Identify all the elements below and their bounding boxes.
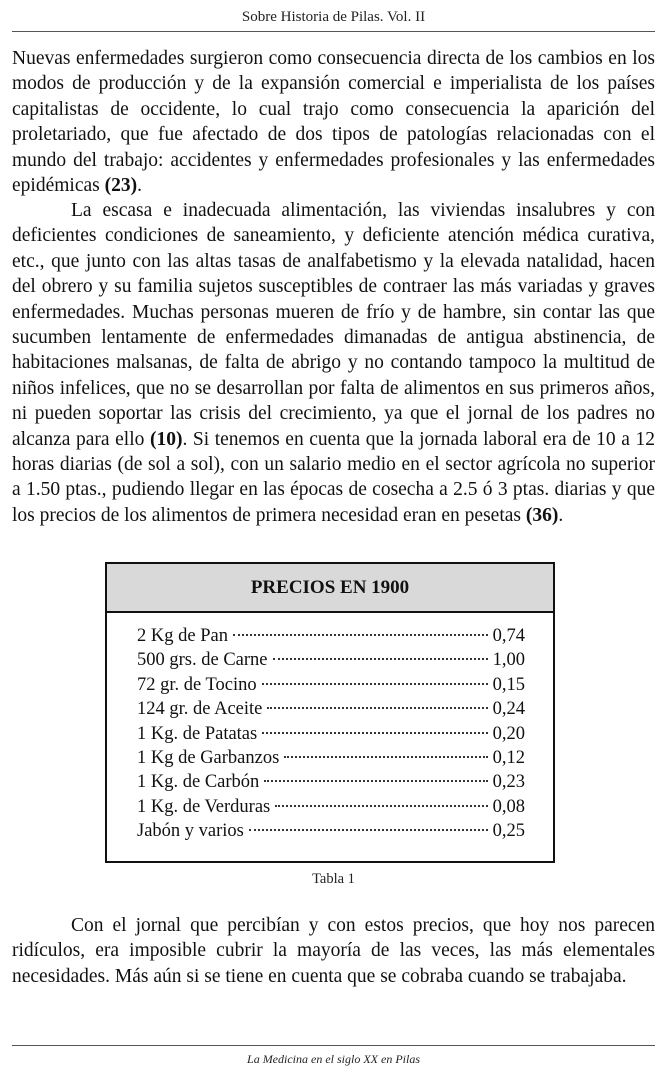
price-table [105,562,555,863]
running-footer: La Medicina en el siglo XX en Pilas [247,1052,420,1066]
dot-leader [262,683,488,685]
price-item-name: 72 gr. de Tocino [137,674,257,695]
reference-36: (36) [525,504,559,526]
price-row [137,772,525,796]
price-item-value: 0,25 [492,821,525,842]
paragraph-1-end: . [137,175,142,197]
price-row [137,675,525,699]
price-item-value: 0,23 [492,772,525,793]
price-item-name: 1 Kg de Garbanzos [137,747,280,768]
paragraph-2-end: . [558,504,564,526]
paragraph-2-text-b: . Si tenemos en cuenta que la jornada laboral era de 10 a 12 horas diarias (de sol a sol), con un salario medio en el sector agrícola no superior a 1.50 ptas., pudiendo llegar en las épocas de cosecha a 2.5 ó 3 ptas. diarias y que los precios de los alimentos de primera necesidad eran en pesetas [12,428,655,526]
dot-leader [233,634,488,636]
price-item-name: Jabón y varios [137,821,244,842]
price-item-value: 0,74 [492,626,525,646]
price-item-name: 1 Kg. de Carbón [137,772,260,793]
price-row [137,650,525,674]
price-item-value: 1,00 [492,650,525,671]
price-item-name: 124 gr. de Aceite [137,699,263,720]
price-item-value: 0,24 [492,699,525,720]
paragraph-3-text: Con el jornal que percibían y con estos precios, que hoy nos parecen ridículos, era imposible cubrir la mayoría de las veces, las más elementales necesidades. Más aún si se tiene en cuenta que se cobraba cuando se trabajaba. [12,915,655,987]
price-item-name: 1 Kg. de Verduras [137,796,271,817]
price-item-value: 0,20 [492,723,525,744]
price-item-value: 0,15 [492,674,525,695]
dot-leader [262,732,487,734]
dot-leader [267,707,487,709]
dot-leader [284,756,487,758]
running-header: Sobre Historia de Pilas. Vol. II [241,9,426,25]
reference-10: (10) [149,428,183,450]
paragraph-2-text-a: La escasa e inadecuada alimentación, las viviendas insalubres y con deficientes condiciones de saneamiento, y deficiente atención médica curativa, etc., que junto con las altas tasas de analfabetismo y la elevada natalidad, hacen del obrero y su familia sujetos susceptibles de contraer las más variadas y graves enfermedades. Muchas personas mueren de frío y de hambre, sin contar las que sucumben lentamente de enfermedades dimanadas de antigua abstinencia, de habitaciones malsanas, de falta de abrigo y no contando tampoco la multitud de niños infelices, que no se desarrollan por falta de alimentos en sus primeros años, ni pueden soportar las crisis del crecimiento, ya que el jornal de los padres no alcanza para ello [12,200,655,450]
price-table-title: PRECIOS EN 1900 [107,564,553,613]
dot-leader [275,805,487,807]
price-list [137,626,525,846]
price-row [137,797,525,821]
price-row [137,748,525,772]
price-item-value: 0,12 [492,747,525,768]
price-item-name: 2 Kg de Pan [137,626,228,646]
paragraph-2 [12,198,655,528]
dot-leader [249,829,488,831]
dot-leader [273,658,488,660]
price-item-name: 1 Kg. de Patatas [137,723,258,744]
paragraph-3 [12,913,655,989]
footer-rule [12,1045,655,1046]
header-rule [12,31,655,32]
dot-leader [264,780,487,782]
price-item-value: 0,08 [492,796,525,817]
paragraph-1-text: Nuevas enfermedades surgieron como consecuencia directa de los cambios en los modos de producción y de la expansión comercial e imperialista de los países capitalistas de occidente, lo cual trajo como consecuencia la aparición del proletariado, que fue afectado de dos tipos de patologías relacionadas con el mundo del trabajo: accidentes y enfermedades profesionales y las enfermedades epidémicas [12,48,655,197]
price-item-name: 500 grs. de Carne [137,650,268,671]
price-row [137,699,525,723]
table-caption: Tabla 1 [312,871,355,887]
reference-23: (23) [104,175,138,197]
paragraph-1 [12,46,655,198]
price-row [137,724,525,748]
price-row [137,821,525,845]
price-row [137,626,525,650]
